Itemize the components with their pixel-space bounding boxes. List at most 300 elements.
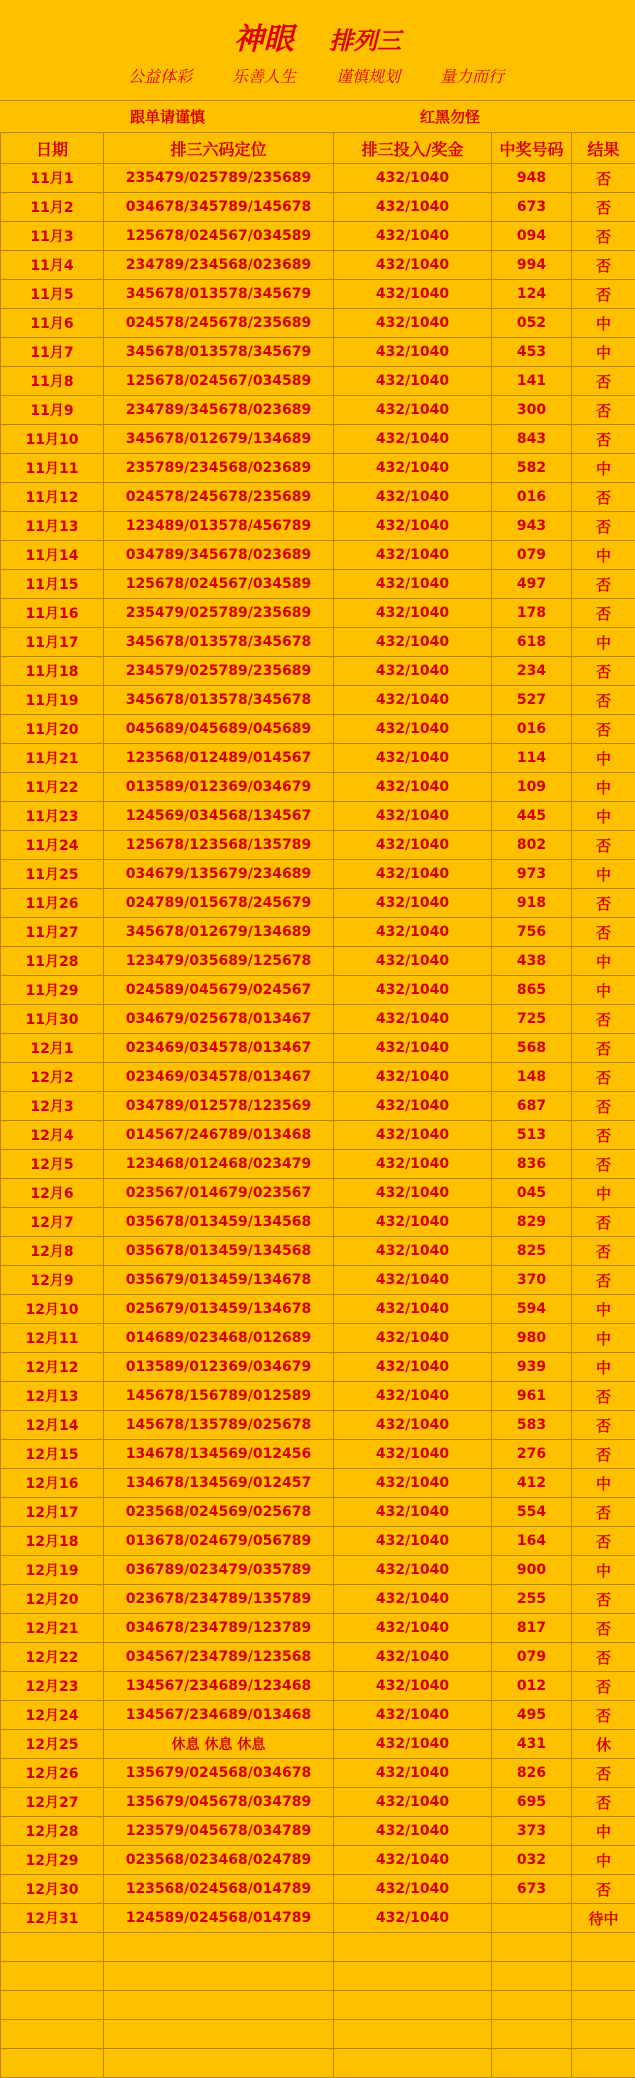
cost-cell: 432/1040	[334, 338, 492, 367]
winning-number-cell: 725	[492, 1005, 572, 1034]
table-row	[1, 1440, 635, 1469]
date-cell: 12月4	[1, 1121, 104, 1150]
result-cell: 否	[572, 367, 635, 396]
date-cell: 12月22	[1, 1643, 104, 1672]
table-row	[1, 1904, 635, 1933]
cost-cell: 432/1040	[334, 222, 492, 251]
cost-cell: 432/1040	[334, 1672, 492, 1701]
winning-number-cell: 836	[492, 1150, 572, 1179]
cost-cell: 432/1040	[334, 1179, 492, 1208]
result-cell: 否	[572, 1614, 635, 1643]
winning-number-cell: 438	[492, 947, 572, 976]
table-row	[1, 773, 635, 802]
table-row	[1, 1788, 635, 1817]
date-cell: 12月28	[1, 1817, 104, 1846]
date-cell: 12月30	[1, 1875, 104, 1904]
result-cell: 中	[572, 1179, 635, 1208]
table-row	[1, 889, 635, 918]
cost-cell: 432/1040	[334, 367, 492, 396]
table-row	[1, 1092, 635, 1121]
cost-cell: 432/1040	[334, 512, 492, 541]
cost-cell: 432/1040	[334, 599, 492, 628]
positions-cell: 035678/013459/134568	[104, 1237, 334, 1266]
empty-cell	[104, 1933, 334, 1962]
winning-number-cell: 495	[492, 1701, 572, 1730]
table-row	[1, 1150, 635, 1179]
table-row	[1, 1759, 635, 1788]
date-cell: 12月9	[1, 1266, 104, 1295]
cost-cell: 432/1040	[334, 1121, 492, 1150]
cost-cell: 432/1040	[334, 164, 492, 193]
date-cell: 11月22	[1, 773, 104, 802]
winning-number-cell: 825	[492, 1237, 572, 1266]
positions-cell: 023469/034578/013467	[104, 1063, 334, 1092]
date-cell: 12月23	[1, 1672, 104, 1701]
result-cell: 否	[572, 1498, 635, 1527]
result-cell: 否	[572, 657, 635, 686]
cost-cell: 432/1040	[334, 1643, 492, 1672]
table-row	[1, 512, 635, 541]
positions-cell: 345678/013578/345679	[104, 280, 334, 309]
results-table	[0, 132, 635, 2078]
positions-cell: 123568/012489/014567	[104, 744, 334, 773]
table-row	[1, 599, 635, 628]
result-cell: 否	[572, 425, 635, 454]
cost-cell: 432/1040	[334, 1469, 492, 1498]
date-cell: 12月10	[1, 1295, 104, 1324]
date-cell: 11月6	[1, 309, 104, 338]
positions-cell: 034567/234789/123568	[104, 1643, 334, 1672]
positions-cell: 135679/045678/034789	[104, 1788, 334, 1817]
date-cell: 12月13	[1, 1382, 104, 1411]
date-cell: 11月20	[1, 715, 104, 744]
cost-cell: 432/1040	[334, 860, 492, 889]
winning-number-cell: 980	[492, 1324, 572, 1353]
table-row	[1, 1208, 635, 1237]
result-cell: 否	[572, 512, 635, 541]
empty-cell	[492, 2020, 572, 2049]
positions-cell: 234579/025789/235689	[104, 657, 334, 686]
winning-number-cell: 079	[492, 541, 572, 570]
winning-number-cell: 276	[492, 1440, 572, 1469]
result-cell: 否	[572, 1237, 635, 1266]
result-cell: 中	[572, 628, 635, 657]
empty-cell	[572, 1933, 635, 1962]
table-row	[1, 1179, 635, 1208]
result-cell: 否	[572, 1150, 635, 1179]
result-cell: 中	[572, 802, 635, 831]
result-cell: 否	[572, 1788, 635, 1817]
empty-row	[1, 2020, 635, 2049]
positions-cell: 123468/012468/023479	[104, 1150, 334, 1179]
positions-cell: 034679/025678/013467	[104, 1005, 334, 1034]
empty-cell	[492, 1991, 572, 2020]
table-row	[1, 1063, 635, 1092]
result-cell: 否	[572, 1034, 635, 1063]
slogan: 公益体彩	[128, 64, 192, 87]
result-cell: 中	[572, 744, 635, 773]
cost-cell: 432/1040	[334, 889, 492, 918]
winning-number-cell: 583	[492, 1411, 572, 1440]
result-cell: 否	[572, 1672, 635, 1701]
cost-cell: 432/1040	[334, 1440, 492, 1469]
slogan: 谨慎规划	[336, 64, 400, 87]
result-cell: 否	[572, 483, 635, 512]
winning-number-cell: 994	[492, 251, 572, 280]
cost-cell: 432/1040	[334, 1759, 492, 1788]
date-cell: 12月5	[1, 1150, 104, 1179]
date-cell: 12月7	[1, 1208, 104, 1237]
result-cell: 否	[572, 599, 635, 628]
positions-cell: 345678/013578/345678	[104, 686, 334, 715]
winning-number-cell: 618	[492, 628, 572, 657]
table-row	[1, 483, 635, 512]
empty-cell	[334, 1962, 492, 1991]
header-date: 日期	[1, 133, 104, 164]
result-cell: 中	[572, 338, 635, 367]
table-row	[1, 918, 635, 947]
date-cell: 12月16	[1, 1469, 104, 1498]
cost-cell: 432/1040	[334, 1788, 492, 1817]
table-row	[1, 1498, 635, 1527]
result-cell: 否	[572, 918, 635, 947]
positions-cell: 123579/045678/034789	[104, 1817, 334, 1846]
result-cell: 否	[572, 222, 635, 251]
date-cell: 11月24	[1, 831, 104, 860]
empty-cell	[104, 2020, 334, 2049]
cost-cell: 432/1040	[334, 1411, 492, 1440]
date-cell: 12月18	[1, 1527, 104, 1556]
header-row	[1, 133, 635, 164]
result-cell: 否	[572, 1382, 635, 1411]
cost-cell: 432/1040	[334, 976, 492, 1005]
winning-number-cell: 948	[492, 164, 572, 193]
result-cell: 中	[572, 309, 635, 338]
empty-row	[1, 1991, 635, 2020]
result-cell: 否	[572, 280, 635, 309]
winning-number-cell: 052	[492, 309, 572, 338]
date-cell: 11月16	[1, 599, 104, 628]
winning-number-cell: 148	[492, 1063, 572, 1092]
cost-cell: 432/1040	[334, 1034, 492, 1063]
empty-cell	[572, 1962, 635, 1991]
winning-number-cell: 094	[492, 222, 572, 251]
result-cell: 否	[572, 1121, 635, 1150]
result-cell: 否	[572, 1527, 635, 1556]
positions-cell: 124589/024568/014789	[104, 1904, 334, 1933]
cost-cell: 432/1040	[334, 483, 492, 512]
table-row	[1, 1295, 635, 1324]
result-cell: 中	[572, 860, 635, 889]
positions-cell: 035678/013459/134568	[104, 1208, 334, 1237]
result-cell: 中	[572, 1556, 635, 1585]
positions-cell: 235479/025789/235689	[104, 599, 334, 628]
notice-right: 红黑勿怪	[420, 106, 480, 127]
cost-cell: 432/1040	[334, 1382, 492, 1411]
positions-cell: 035679/013459/134678	[104, 1266, 334, 1295]
date-cell: 11月12	[1, 483, 104, 512]
date-cell: 11月9	[1, 396, 104, 425]
winning-number-cell: 568	[492, 1034, 572, 1063]
empty-cell	[334, 2049, 492, 2078]
winning-number-cell: 032	[492, 1846, 572, 1875]
table-row	[1, 164, 635, 193]
slogan: 乐善人生	[232, 64, 296, 87]
cost-cell: 432/1040	[334, 628, 492, 657]
cost-cell: 432/1040	[334, 1701, 492, 1730]
cost-cell: 432/1040	[334, 251, 492, 280]
positions-cell: 125678/024567/034589	[104, 367, 334, 396]
empty-cell	[492, 2049, 572, 2078]
cost-cell: 432/1040	[334, 657, 492, 686]
date-cell: 11月7	[1, 338, 104, 367]
winning-number-cell: 045	[492, 1179, 572, 1208]
result-cell: 否	[572, 1411, 635, 1440]
empty-cell	[1, 2020, 104, 2049]
winning-number-cell: 918	[492, 889, 572, 918]
positions-cell: 123479/035689/125678	[104, 947, 334, 976]
date-cell: 11月2	[1, 193, 104, 222]
date-cell: 11月1	[1, 164, 104, 193]
table-row	[1, 541, 635, 570]
date-cell: 11月13	[1, 512, 104, 541]
result-cell: 否	[572, 1875, 635, 1904]
result-cell: 否	[572, 193, 635, 222]
positions-cell: 013589/012369/034679	[104, 773, 334, 802]
table-row	[1, 251, 635, 280]
positions-cell: 134678/134569/012457	[104, 1469, 334, 1498]
cost-cell: 432/1040	[334, 1730, 492, 1759]
cost-cell: 432/1040	[334, 1237, 492, 1266]
date-cell: 11月15	[1, 570, 104, 599]
table-row	[1, 628, 635, 657]
cost-cell: 432/1040	[334, 396, 492, 425]
winning-number-cell: 695	[492, 1788, 572, 1817]
result-cell: 否	[572, 1701, 635, 1730]
table-row	[1, 1266, 635, 1295]
empty-cell	[104, 2049, 334, 2078]
positions-cell: 125678/024567/034589	[104, 222, 334, 251]
table-row	[1, 1411, 635, 1440]
table-row	[1, 1005, 635, 1034]
positions-cell: 036789/023479/035789	[104, 1556, 334, 1585]
winning-number-cell: 582	[492, 454, 572, 483]
date-cell: 12月25	[1, 1730, 104, 1759]
positions-cell: 235789/234568/023689	[104, 454, 334, 483]
table-row	[1, 425, 635, 454]
positions-cell: 134567/234689/013468	[104, 1701, 334, 1730]
date-cell: 11月5	[1, 280, 104, 309]
winning-number-cell: 255	[492, 1585, 572, 1614]
result-cell: 否	[572, 1063, 635, 1092]
date-cell: 11月18	[1, 657, 104, 686]
positions-cell: 013678/024679/056789	[104, 1527, 334, 1556]
cost-cell: 432/1040	[334, 715, 492, 744]
winning-number-cell: 554	[492, 1498, 572, 1527]
date-cell: 12月17	[1, 1498, 104, 1527]
winning-number-cell: 900	[492, 1556, 572, 1585]
winning-number-cell: 234	[492, 657, 572, 686]
cost-cell: 432/1040	[334, 1614, 492, 1643]
positions-cell: 125678/024567/034589	[104, 570, 334, 599]
positions-cell: 145678/135789/025678	[104, 1411, 334, 1440]
table-row	[1, 802, 635, 831]
winning-number-cell: 109	[492, 773, 572, 802]
result-cell: 否	[572, 1759, 635, 1788]
empty-cell	[572, 1991, 635, 2020]
winning-number-cell: 513	[492, 1121, 572, 1150]
result-cell: 中	[572, 1295, 635, 1324]
result-cell: 中	[572, 1817, 635, 1846]
cost-cell: 432/1040	[334, 744, 492, 773]
winning-number-cell: 826	[492, 1759, 572, 1788]
cost-cell: 432/1040	[334, 1063, 492, 1092]
table-row	[1, 396, 635, 425]
result-cell: 否	[572, 1005, 635, 1034]
positions-cell: 023567/014679/023567	[104, 1179, 334, 1208]
positions-cell: 145678/156789/012589	[104, 1382, 334, 1411]
positions-cell: 345678/012679/134689	[104, 425, 334, 454]
table-row	[1, 1701, 635, 1730]
empty-cell	[334, 2020, 492, 2049]
positions-cell: 125678/123568/135789	[104, 831, 334, 860]
empty-cell	[1, 1991, 104, 2020]
table-row	[1, 222, 635, 251]
result-cell: 休	[572, 1730, 635, 1759]
result-cell: 中	[572, 976, 635, 1005]
date-cell: 12月24	[1, 1701, 104, 1730]
empty-cell	[492, 1933, 572, 1962]
date-cell: 12月11	[1, 1324, 104, 1353]
cost-cell: 432/1040	[334, 802, 492, 831]
table-row	[1, 309, 635, 338]
winning-number-cell: 124	[492, 280, 572, 309]
cost-cell: 432/1040	[334, 1846, 492, 1875]
winning-number-cell: 939	[492, 1353, 572, 1382]
date-cell: 11月21	[1, 744, 104, 773]
result-cell: 否	[572, 570, 635, 599]
result-cell: 否	[572, 889, 635, 918]
empty-row	[1, 1933, 635, 1962]
header-winning-number: 中奖号码	[492, 133, 572, 164]
result-cell: 中	[572, 454, 635, 483]
winning-number-cell: 943	[492, 512, 572, 541]
title-area	[0, 0, 635, 101]
winning-number-cell: 673	[492, 1875, 572, 1904]
result-cell: 否	[572, 1092, 635, 1121]
date-cell: 12月2	[1, 1063, 104, 1092]
date-cell: 12月1	[1, 1034, 104, 1063]
positions-cell: 024578/245678/235689	[104, 309, 334, 338]
cost-cell: 432/1040	[334, 1324, 492, 1353]
positions-cell: 135679/024568/034678	[104, 1759, 334, 1788]
date-cell: 11月14	[1, 541, 104, 570]
cost-cell: 432/1040	[334, 280, 492, 309]
table-row	[1, 454, 635, 483]
table-row	[1, 1353, 635, 1382]
table-row	[1, 1237, 635, 1266]
positions-cell: 034789/345678/023689	[104, 541, 334, 570]
result-cell: 中	[572, 1324, 635, 1353]
winning-number-cell: 016	[492, 715, 572, 744]
date-cell: 12月29	[1, 1846, 104, 1875]
page-title: 神眼	[234, 22, 294, 57]
winning-number-cell: 756	[492, 918, 572, 947]
cost-cell: 432/1040	[334, 1904, 492, 1933]
winning-number-cell: 431	[492, 1730, 572, 1759]
winning-number-cell: 527	[492, 686, 572, 715]
empty-cell	[104, 1962, 334, 1991]
positions-cell: 024589/045679/024567	[104, 976, 334, 1005]
date-cell: 12月3	[1, 1092, 104, 1121]
empty-cell	[1, 1962, 104, 1991]
winning-number-cell: 114	[492, 744, 572, 773]
positions-cell: 024789/015678/245679	[104, 889, 334, 918]
table-row	[1, 1121, 635, 1150]
date-cell: 11月17	[1, 628, 104, 657]
result-cell: 否	[572, 396, 635, 425]
date-cell: 12月15	[1, 1440, 104, 1469]
cost-cell: 432/1040	[334, 1295, 492, 1324]
cost-cell: 432/1040	[334, 193, 492, 222]
positions-cell: 034679/135679/234689	[104, 860, 334, 889]
cost-cell: 432/1040	[334, 1875, 492, 1904]
positions-cell: 234789/345678/023689	[104, 396, 334, 425]
result-cell: 否	[572, 1440, 635, 1469]
table-row	[1, 947, 635, 976]
cost-cell: 432/1040	[334, 1498, 492, 1527]
date-cell: 12月8	[1, 1237, 104, 1266]
date-cell: 12月27	[1, 1788, 104, 1817]
empty-row	[1, 2049, 635, 2078]
date-cell: 11月28	[1, 947, 104, 976]
cost-cell: 432/1040	[334, 1527, 492, 1556]
winning-number-cell: 817	[492, 1614, 572, 1643]
winning-number-cell: 497	[492, 570, 572, 599]
cost-cell: 432/1040	[334, 1208, 492, 1237]
date-cell: 12月12	[1, 1353, 104, 1382]
positions-cell: 014567/246789/013468	[104, 1121, 334, 1150]
table-row	[1, 338, 635, 367]
result-cell: 中	[572, 1353, 635, 1382]
date-cell: 11月23	[1, 802, 104, 831]
table-row	[1, 1469, 635, 1498]
cost-cell: 432/1040	[334, 918, 492, 947]
date-cell: 11月30	[1, 1005, 104, 1034]
table-row	[1, 193, 635, 222]
winning-number-cell	[492, 1904, 572, 1933]
cost-cell: 432/1040	[334, 541, 492, 570]
date-cell: 11月25	[1, 860, 104, 889]
result-cell: 否	[572, 715, 635, 744]
cost-cell: 432/1040	[334, 686, 492, 715]
winning-number-cell: 300	[492, 396, 572, 425]
positions-cell: 014689/023468/012689	[104, 1324, 334, 1353]
positions-cell: 休息 休息 休息	[104, 1730, 334, 1759]
positions-cell: 345678/013578/345679	[104, 338, 334, 367]
header-cost: 排三投入/奖金	[334, 133, 492, 164]
table-row	[1, 1817, 635, 1846]
positions-cell: 235479/025789/235689	[104, 164, 334, 193]
winning-number-cell: 865	[492, 976, 572, 1005]
winning-number-cell: 829	[492, 1208, 572, 1237]
winning-number-cell: 178	[492, 599, 572, 628]
table-row	[1, 744, 635, 773]
empty-cell	[572, 2020, 635, 2049]
positions-cell: 345678/012679/134689	[104, 918, 334, 947]
winning-number-cell: 687	[492, 1092, 572, 1121]
winning-number-cell: 802	[492, 831, 572, 860]
